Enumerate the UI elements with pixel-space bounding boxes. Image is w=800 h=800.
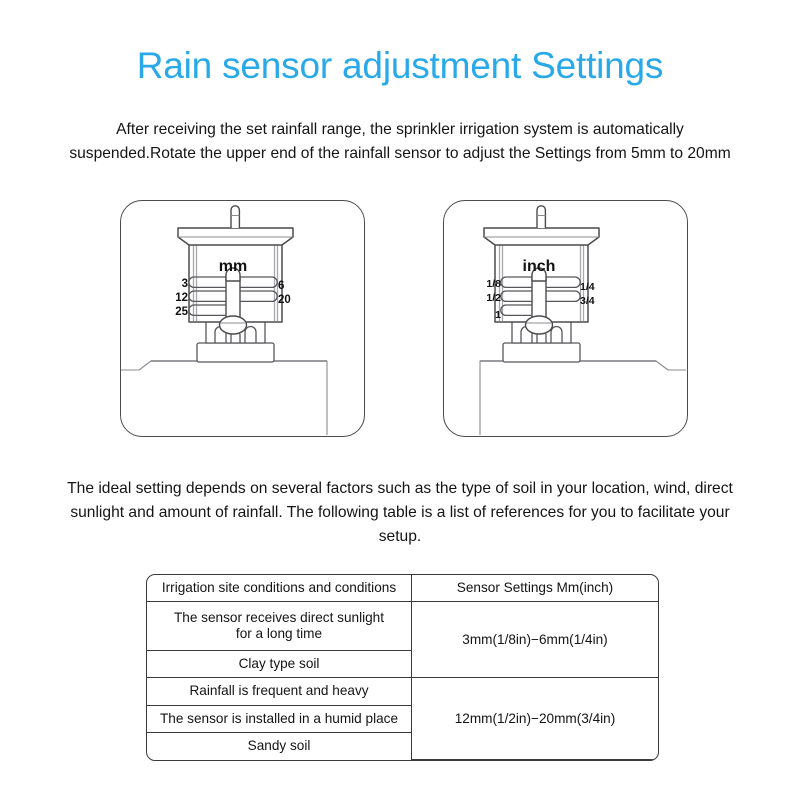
mm-unit-label: mm bbox=[218, 258, 248, 275]
inch-unit-label: inch bbox=[522, 258, 556, 275]
ground-base-shape bbox=[121, 361, 327, 435]
antenna-pin bbox=[231, 206, 239, 228]
inch-right-label-2: 3/4 bbox=[580, 295, 595, 307]
mm-left-label-2: 12 bbox=[175, 292, 188, 304]
cell-condition: Sandy soil bbox=[147, 733, 412, 760]
mounting-block bbox=[197, 343, 274, 362]
antenna-pin bbox=[537, 206, 545, 228]
table-row bbox=[147, 602, 658, 650]
cell-setting-group-1: 3mm(1/8in)−6mm(1/4in) bbox=[412, 602, 659, 678]
mm-right-label-1: 6 bbox=[278, 280, 285, 292]
cell-condition bbox=[147, 602, 412, 650]
header-cell-conditions: Irrigation site conditions and conditions bbox=[147, 575, 412, 602]
header-cell-settings: Sensor Settings Mm(inch) bbox=[412, 575, 659, 602]
mm-sensor-illustration bbox=[121, 201, 363, 435]
inch-left-label-3: 1 bbox=[495, 309, 501, 321]
intro-paragraph: After receiving the set rainfall range, the sprinkler irrigation system is automatically suspended.Rotate the upper end of the rainfall sensor to adjust the Settings from 5mm to 20mm bbox=[69, 121, 731, 163]
page-title: Rain sensor adjustment Settings bbox=[136, 45, 664, 86]
condition-line-1: The sensor receives direct sunlight bbox=[173, 609, 385, 625]
condition-line-2: for a long time bbox=[235, 626, 323, 642]
ground-base-shape bbox=[480, 361, 686, 435]
mm-left-label-1: 3 bbox=[181, 278, 188, 290]
adjustment-knob bbox=[526, 316, 553, 334]
middle-paragraph: The ideal setting depends on several factors such as the type of soil in your location, wind, direct sunlight and amount of rainfall. The following table is a list of references for you to facilitate your setup. bbox=[67, 480, 733, 546]
adjustment-knob bbox=[220, 316, 247, 334]
cell-condition: Rainfall is frequent and heavy bbox=[147, 678, 412, 705]
cell-condition: Clay type soil bbox=[147, 650, 412, 677]
inch-left-label-1: 1/8 bbox=[486, 278, 501, 290]
inch-left-label-2: 1/2 bbox=[486, 292, 501, 304]
reference-table bbox=[146, 574, 659, 761]
mounting-block bbox=[503, 343, 580, 362]
mm-right-label-2: 20 bbox=[278, 294, 291, 306]
inch-right-label-1: 1/4 bbox=[580, 281, 595, 293]
figure-row bbox=[0, 200, 800, 440]
mm-left-label-3: 25 bbox=[175, 306, 188, 318]
inch-sensor-illustration bbox=[444, 201, 686, 435]
figure-inch-box bbox=[443, 200, 688, 437]
table-header-row bbox=[147, 575, 658, 602]
figure-mm-box bbox=[120, 200, 365, 437]
cell-condition: The sensor is installed in a humid place bbox=[147, 705, 412, 732]
table-row bbox=[147, 678, 658, 705]
cell-setting-group-2: 12mm(1/2in)−20mm(3/4in) bbox=[412, 678, 659, 760]
